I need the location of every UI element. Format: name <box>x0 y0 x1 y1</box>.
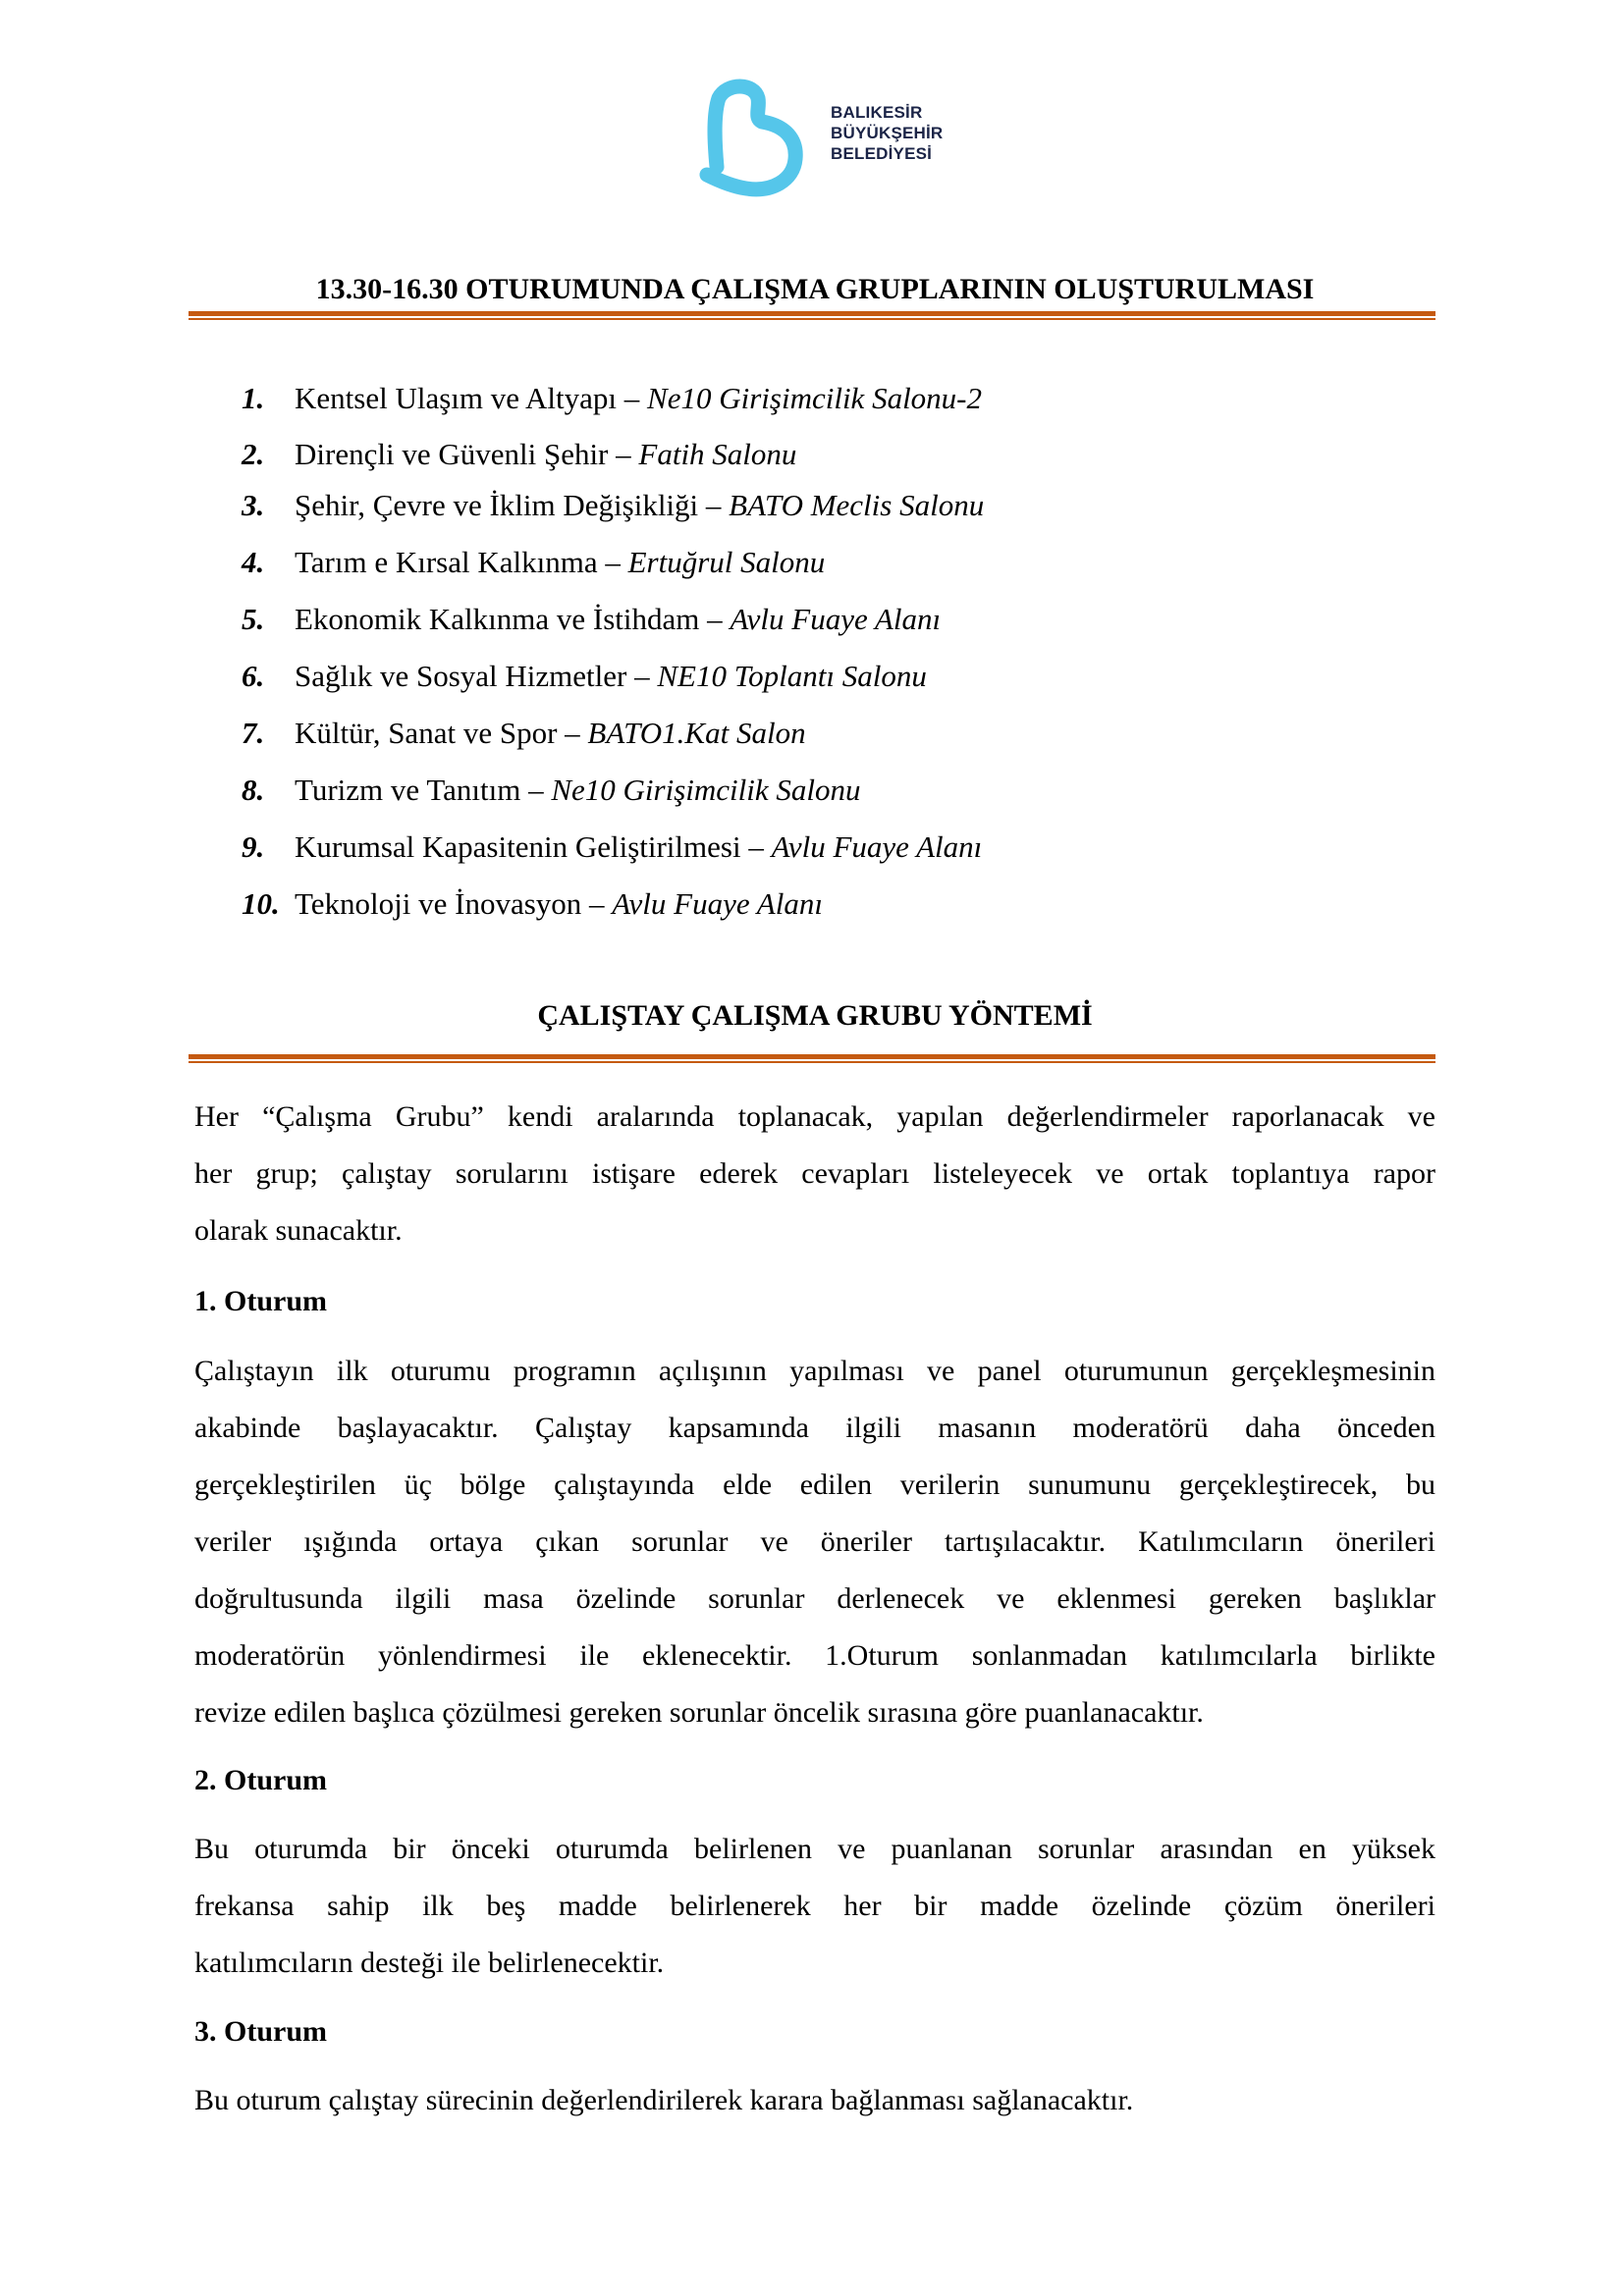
section-divider <box>189 1054 1435 1064</box>
logo-line-3: BELEDİYESİ <box>831 144 933 163</box>
list-item: 6. Sağlık ve Sosyal Hizmetler – NE10 Toplantı Salonu <box>242 659 927 693</box>
session-2-heading: 2. Oturum <box>194 1764 327 1796</box>
venue: Ne10 Girişimcilik Salonu <box>551 773 861 807</box>
venue: Ertuğrul Salonu <box>627 545 826 579</box>
venue: Avlu Fuaye Alanı <box>771 829 983 864</box>
list-item: 2. Dirençli ve Güvenli Şehir – Fatih Salonu <box>242 437 797 471</box>
logo-line-1: BALIKESİR <box>831 103 923 122</box>
heart-b-logo-icon <box>695 77 818 199</box>
list-item: 3. Şehir, Çevre ve İklim Değişikliği – BATO Meclis Salonu <box>242 488 985 522</box>
venue: Avlu Fuaye Alanı <box>730 602 942 636</box>
venue: NE10 Toplantı Salonu <box>657 659 927 693</box>
logo-wordmark <box>831 102 943 164</box>
municipality-logo <box>695 77 950 199</box>
venue: BATO Meclis Salonu <box>729 488 985 522</box>
section-title-method: ÇALIŞTAY ÇALIŞMA GRUBU YÖNTEMİ <box>537 999 1093 1032</box>
section-title-working-groups: 13.30-16.30 OTURUMUNDA ÇALIŞMA GRUPLARININ OLUŞTURULMASI <box>315 273 1315 305</box>
logo-line-2: BÜYÜKŞEHİR <box>831 124 944 142</box>
venue: Avlu Fuaye Alanı <box>612 886 823 921</box>
list-item: 4. Tarım e Kırsal Kalkınma – Ertuğrul Salonu <box>242 545 826 579</box>
list-item: 5. Ekonomik Kalkınma ve İstihdam – Avlu Fuaye Alanı <box>242 602 942 636</box>
venue: Fatih Salonu <box>638 437 797 471</box>
venue: BATO1.Kat Salon <box>587 716 806 750</box>
session-1-heading: 1. Oturum <box>194 1285 327 1317</box>
list-item: 1. Kentsel Ulaşım ve Altyapı – Ne10 Girişimcilik Salonu-2 <box>242 381 983 415</box>
venue: Ne10 Girişimcilik Salonu-2 <box>647 381 983 415</box>
list-item: 8. Turizm ve Tanıtım – Ne10 Girişimcilik Salonu <box>242 773 861 807</box>
session-3-heading: 3. Oturum <box>194 2015 327 2048</box>
list-item: 9. Kurumsal Kapasitenin Geliştirilmesi – Avlu Fuaye Alanı <box>242 829 983 864</box>
list-item: 10. Teknoloji ve İnovasyon – Avlu Fuaye Alanı <box>242 886 823 921</box>
section-divider <box>189 311 1435 321</box>
list-item: 7. Kültür, Sanat ve Spor – BATO1.Kat Salon <box>242 716 806 750</box>
